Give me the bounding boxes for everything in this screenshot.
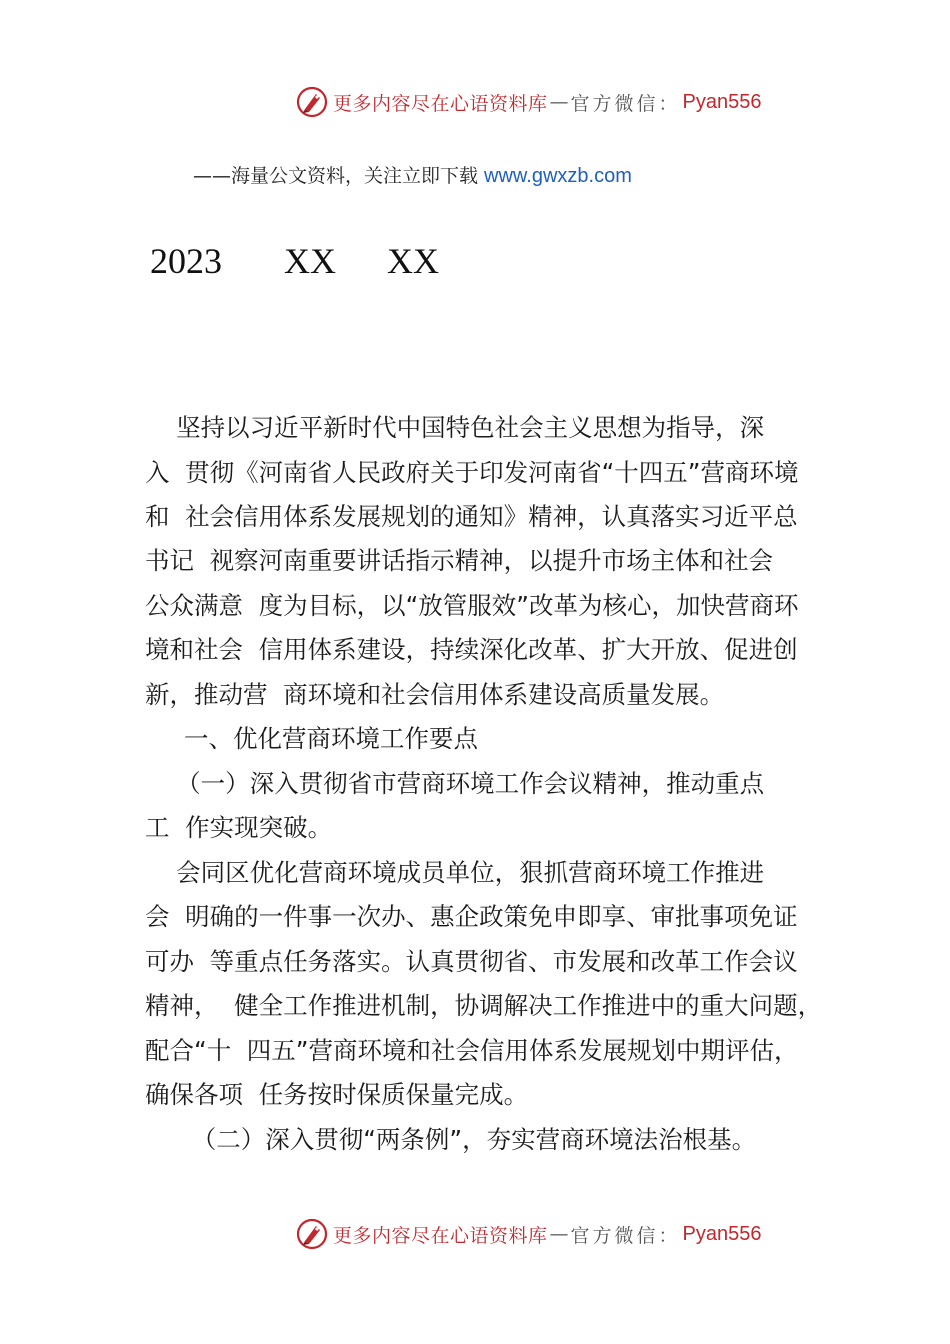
title-placeholder-1: XX [284,241,336,281]
subsection-heading: （一）深入贯彻省市营商环境工作会议精神，推动重点 [145,769,765,798]
tagline-url-link[interactable]: www.gwxzb.com [484,165,632,187]
banner-wechat-label: 官方微信： [570,1224,681,1247]
body-line: 可办 等重点任务落实。认真贯彻省、市发展和改革工作会议 [145,947,798,976]
body-line: 工 作实现突破。 [145,813,333,842]
title-placeholder-2: XX [387,241,439,281]
banner-wechat-label: 官方微信： [570,92,681,115]
body-line: 会 明确的一件事一次办、惠企政策免申即享、审批事项免证 [145,902,798,931]
body-line: 确保各项 任务按时保质保量完成。 [145,1080,529,1109]
body-line: 公众满意 度为目标，以“放管服效”改革为核心，加快营商环 [145,591,799,620]
body-line: 境和社会 信用体系建设，持续深化改革、扩大开放、促进创 [145,635,798,664]
banner-separator: — [549,1223,569,1245]
header-banner [295,84,762,120]
banner-separator: — [549,91,569,113]
body-line: 配合“十 四五”营商环境和社会信用体系发展规划中期评估， [145,1036,799,1065]
banner-library-text: 更多内容尽在心语资料库 [333,92,548,115]
tagline-text: ——海量公文资料，关注立即下载 [193,165,485,187]
body-line: 新，推动营 商环境和社会信用体系建设高质量发展。 [145,680,725,709]
body-line: 书记 视察河南重要讲话指示精神，以提升市场主体和社会 [145,546,774,575]
body-line: 坚持以习近平新时代中国特色社会主义思想为指导，深 [145,413,765,442]
body-line: 精神， 健全工作推进机制，协调解决工作推进中的重大问题， [145,991,823,1020]
tagline [193,161,632,188]
banner-wechat-id: Pyan556 [682,1222,762,1245]
pen-nib-logo-icon [295,1217,329,1251]
pen-nib-logo-icon [295,85,329,119]
banner-wechat-id: Pyan556 [682,90,762,113]
body-line: 和 社会信用体系发展规划的通知》精神，认真落实习近平总 [145,502,798,531]
body-line: 会同区优化营商环境成员单位，狠抓营商环境工作推进 [145,858,765,887]
subsection-heading: （二）深入贯彻“两条例”，夯实营商环境法治根基。 [145,1125,757,1154]
banner-library-text: 更多内容尽在心语资料库 [333,1224,548,1247]
section-heading: 一、优化营商环境工作要点 [145,724,478,753]
body-line: 入 贯彻《河南省人民政府关于印发河南省“十四五”营商环境 [145,458,799,487]
title-year: 2023 [150,241,222,281]
footer-banner [295,1216,762,1252]
